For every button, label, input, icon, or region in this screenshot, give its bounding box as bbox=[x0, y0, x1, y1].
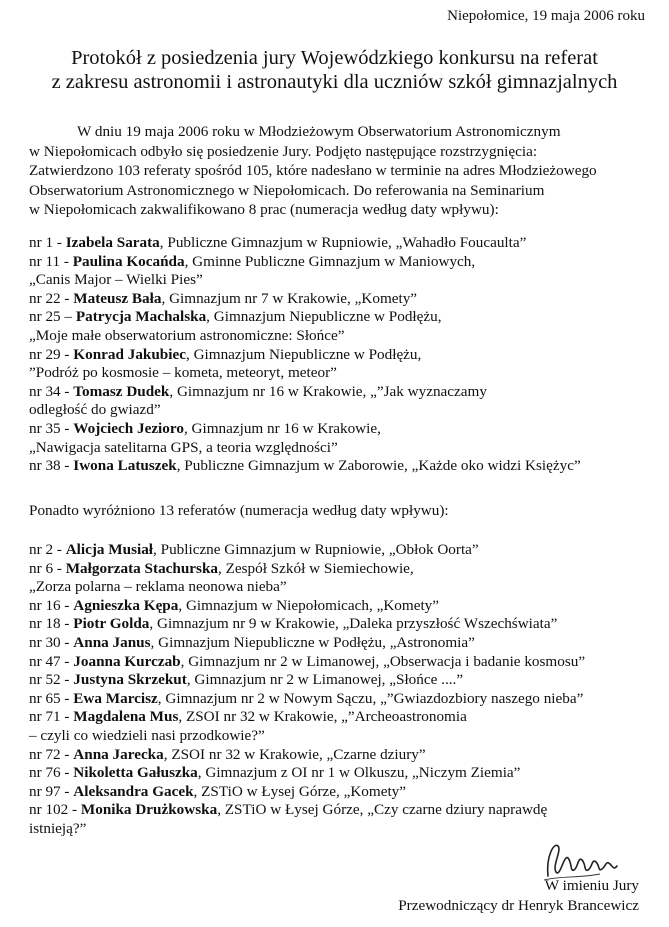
list-item bbox=[29, 708, 585, 727]
entry-number: nr 16 - bbox=[29, 596, 74, 614]
entry-details: , Gminne Publiczne Gimnazjum w Maniowych, bbox=[184, 252, 476, 270]
entry-number: nr 65 - bbox=[29, 689, 74, 707]
document-date: Niepołomice, 19 maja 2006 roku bbox=[447, 8, 645, 24]
entry-number: nr 35 - bbox=[29, 419, 74, 437]
list-item bbox=[29, 634, 585, 653]
entry-details: , Gimnazjum nr 16 w Krakowie, bbox=[183, 419, 381, 437]
entry-number: nr 18 - bbox=[29, 615, 74, 633]
entry-details: , Gimnazjum nr 2 w Limanowej, „Słońce ....” bbox=[186, 671, 464, 689]
list-item bbox=[29, 290, 581, 309]
student-name: Piotr Golda bbox=[73, 615, 150, 633]
entry-number: nr 30 - bbox=[29, 633, 74, 651]
entry-continuation: istnieją?” bbox=[29, 819, 87, 837]
entry-details: , Gimnazjum nr 16 w Krakowie, „”Jak wyznaczamy bbox=[169, 382, 487, 400]
entry-number: nr 47 - bbox=[29, 652, 74, 670]
list-item bbox=[29, 253, 581, 272]
list-item bbox=[29, 346, 581, 365]
entry-details: , Gimnazjum nr 2 w Nowym Sączu, „”Gwiazdozbiory naszego nieba” bbox=[157, 689, 584, 707]
student-name: Alicja Musiał bbox=[65, 541, 154, 558]
entry-details: , Gimnazjum Niepubliczne w Podłężu, bbox=[206, 308, 442, 326]
entry-details: , Gimnazjum nr 9 w Krakowie, „Daleka przyszłość Wszechświata” bbox=[149, 615, 558, 633]
list-item bbox=[29, 690, 585, 709]
intro-line: w Niepołomicach zakwalifikowano 8 prac (numeracja według daty wpływu): bbox=[29, 201, 499, 218]
intro-line: Zatwierdzono 103 referaty spośród 105, które nadesłano w terminie na adres Młodzieżowego bbox=[29, 162, 597, 179]
entry-details: , Gimnazjum nr 7 w Krakowie, „Komety” bbox=[161, 289, 418, 307]
entry-continuation: – czyli co wiedzieli nasi przodkowie?” bbox=[29, 726, 265, 744]
entry-details: , Zespół Szkół w Siemiechowie, bbox=[218, 559, 414, 577]
student-name: Małgorzata Stachurska bbox=[65, 559, 218, 577]
intro-line: w Niepołomicach odbyło się posiedzenie Jury. Podjęto następujące rozstrzygnięcia: bbox=[29, 142, 538, 160]
intro-paragraph bbox=[29, 122, 597, 220]
entry-details: , Publiczne Gimnazjum w Zaborowie, „Każde oko widzi Księżyc” bbox=[176, 457, 581, 475]
entry-number: nr 72 - bbox=[29, 745, 74, 763]
document-title bbox=[0, 46, 669, 94]
entry-number: nr 38 - bbox=[29, 457, 74, 475]
student-name: Wojciech Jezioro bbox=[73, 419, 184, 437]
student-name: Nikoletta Gałuszka bbox=[73, 764, 198, 782]
student-name: Mateusz Bała bbox=[73, 289, 162, 307]
student-name: Monika Drużkowska bbox=[80, 801, 218, 819]
entry-number: nr 6 - bbox=[29, 559, 66, 577]
intro-line: W dniu 19 maja 2006 roku w Młodzieżowym Obserwatorium Astronomicznym bbox=[77, 123, 561, 140]
entry-details: , ZSOI nr 32 w Krakowie, „”Archeoastronomia bbox=[178, 708, 467, 726]
entry-details: , ZSTiO w Łysej Górze, „Komety” bbox=[193, 782, 407, 800]
student-name: Justyna Skrzekut bbox=[73, 671, 187, 689]
entry-continuation: „Moje małe obserwatorium astronomiczne: Słońce” bbox=[29, 326, 345, 344]
student-name: Anna Jarecka bbox=[73, 745, 164, 763]
list-item bbox=[29, 615, 585, 634]
entry-number: nr 25 – bbox=[29, 308, 76, 326]
list-item bbox=[29, 801, 585, 820]
student-name: Paulina Kocańda bbox=[72, 252, 185, 270]
student-name: Ewa Marcisz bbox=[73, 689, 158, 707]
entry-details: , ZSOI nr 32 w Krakowie, „Czarne dziury” bbox=[163, 745, 426, 763]
entry-continuation: odległość do gwiazd” bbox=[29, 401, 161, 419]
entry-number: nr 2 - bbox=[29, 541, 66, 558]
list-item bbox=[29, 746, 585, 765]
list-item bbox=[29, 764, 585, 783]
list-item bbox=[29, 653, 585, 672]
entry-details: , Gimnazjum Niepubliczne w Podłężu, „Astronomia” bbox=[150, 633, 475, 651]
honorable-intro: Ponadto wyróżniono 13 referatów (numeracja według daty wpływu): bbox=[29, 502, 449, 519]
entry-number: nr 29 - bbox=[29, 345, 74, 363]
list-item bbox=[29, 383, 581, 402]
student-name: Anna Janus bbox=[73, 633, 151, 651]
entry-continuation: „Zorza polarna – reklama neonowa nieba” bbox=[29, 578, 287, 596]
entry-number: nr 76 - bbox=[29, 764, 74, 782]
entry-number: nr 34 - bbox=[29, 382, 74, 400]
student-name: Magdalena Mus bbox=[73, 708, 179, 726]
student-name: Tomasz Dudek bbox=[73, 382, 170, 400]
list-item bbox=[29, 234, 581, 253]
entry-details: , Gimnazjum Niepubliczne w Podłężu, bbox=[185, 345, 422, 363]
list-item bbox=[29, 457, 581, 476]
student-name: Agnieszka Kępa bbox=[73, 596, 179, 614]
intro-line: Obserwatorium Astronomicznego w Niepołomicach. Do referowania na Seminarium bbox=[29, 181, 545, 199]
list-item bbox=[29, 783, 585, 802]
honorable-list bbox=[29, 541, 585, 839]
student-name: Aleksandra Gacek bbox=[73, 782, 194, 800]
entry-details: , Gimnazjum z OI nr 1 w Olkuszu, „Niczym Ziemia” bbox=[197, 764, 521, 782]
entry-number: nr 22 - bbox=[29, 289, 74, 307]
entry-number: nr 97 - bbox=[29, 782, 74, 800]
list-item bbox=[29, 308, 581, 327]
chairman-label: Przewodniczący dr Henryk Brancewicz bbox=[398, 897, 639, 914]
entry-continuation: ”Podróż po kosmosie – kometa, meteoryt, meteor” bbox=[29, 364, 337, 382]
list-item bbox=[29, 597, 585, 616]
list-item bbox=[29, 671, 585, 690]
list-item bbox=[29, 560, 585, 579]
entry-details: , Gimnazjum nr 2 w Limanowej, „Obserwacja i badanie kosmosu” bbox=[180, 652, 586, 670]
student-name: Izabela Sarata bbox=[65, 234, 160, 251]
list-item bbox=[29, 541, 585, 560]
entry-number: nr 11 - bbox=[29, 252, 73, 270]
entry-number: nr 71 - bbox=[29, 708, 74, 726]
entry-details: , Publiczne Gimnazjum w Rupniowie, „Obłok Oorta” bbox=[153, 541, 479, 558]
student-name: Patrycja Machalska bbox=[75, 308, 207, 326]
entry-continuation: „Nawigacja satelitarna GPS, a teoria względności” bbox=[29, 438, 338, 456]
entry-details: , ZSTiO w Łysej Górze, „Czy czarne dziury naprawdę bbox=[217, 801, 548, 819]
entry-details: , Gimnazjum w Niepołomicach, „Komety” bbox=[178, 596, 440, 614]
list-item bbox=[29, 420, 581, 439]
entry-number: nr 1 - bbox=[29, 234, 66, 251]
student-name: Iwona Latuszek bbox=[73, 457, 177, 475]
student-name: Konrad Jakubiec bbox=[73, 345, 186, 363]
entry-details: , Publiczne Gimnazjum w Rupniowie, „Wahadło Foucaulta” bbox=[159, 234, 527, 251]
entry-number: nr 102 - bbox=[29, 801, 81, 819]
entry-continuation: „Canis Major – Wielki Pies” bbox=[29, 271, 203, 289]
entry-number: nr 52 - bbox=[29, 671, 74, 689]
title-line-1: Protokół z posiedzenia jury Wojewódzkiego konkursu na referat bbox=[71, 47, 598, 69]
student-name: Joanna Kurczab bbox=[73, 652, 181, 670]
title-line-2: z zakresu astronomii i astronautyki dla uczniów szkół gimnazjalnych bbox=[51, 71, 618, 93]
on-behalf-label: W imieniu Jury bbox=[544, 877, 639, 894]
qualified-list bbox=[29, 234, 581, 476]
